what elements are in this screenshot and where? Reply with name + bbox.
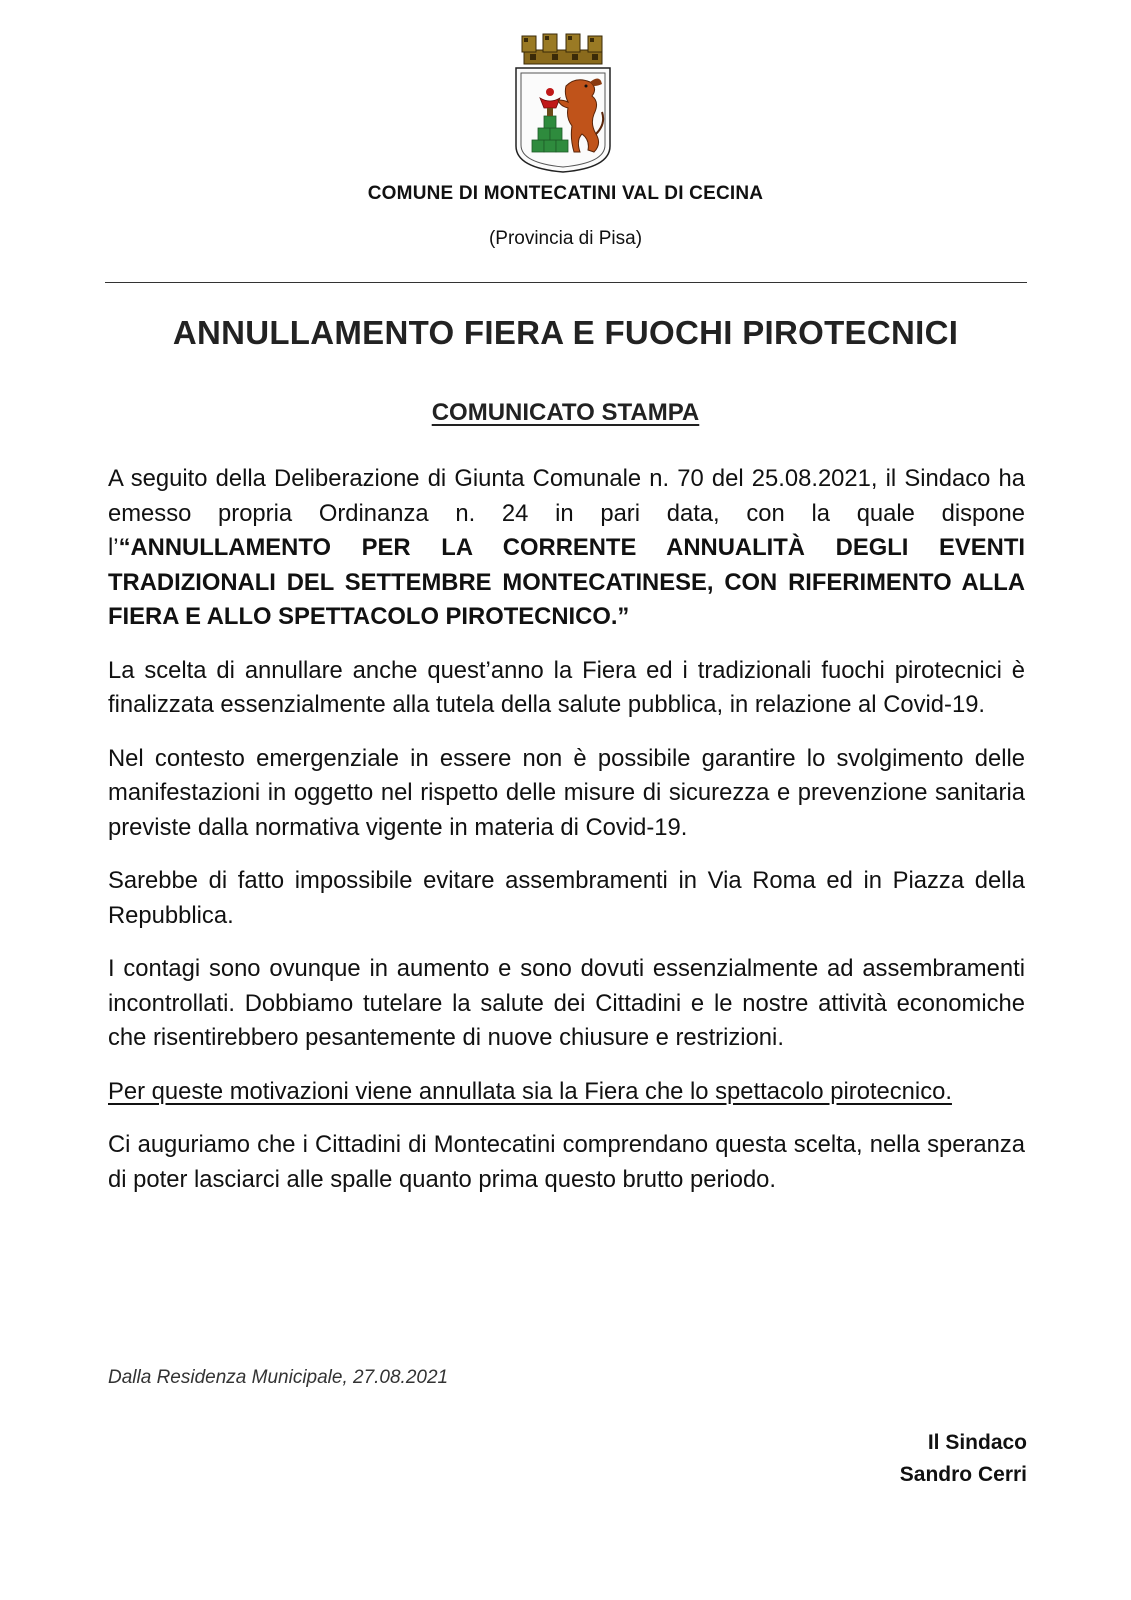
- signature-role: Il Sindaco: [927, 1431, 1027, 1454]
- header-divider: [105, 282, 1027, 283]
- dateline: Dalla Residenza Municipale, 27.08.2021: [108, 1367, 449, 1388]
- paragraph-closing: Ci auguriamo che i Cittadini di Montecatini comprendano questa scelta, nella speranza di poter lasciarci alle spalle quanto prima questo brutto periodo.: [108, 1131, 1025, 1193]
- body-text: [108, 462, 1025, 1197]
- signature-block: [900, 1427, 1027, 1491]
- municipal-coat-of-arms-icon: [510, 28, 616, 174]
- paragraph-context: Nel contesto emergenziale in essere non è possibile garantire lo svolgimento delle manifestazioni in oggetto nel rispetto delle misure di sicurezza e prevenzione sanitaria previste dalla normativa vigente in materia di Covid-19.: [108, 744, 1025, 841]
- paragraph-ordinance-lead: A seguito della Deliberazione di Giunta Comunale n. 70 del 25.08.2021, il Sindaco ha emesso propria Ordinanza n. 24 in pari data, con la quale dispone l’: [108, 465, 1025, 561]
- paragraph-reason: La scelta di annullare anche quest’anno la Fiera ed i tradizionali fuochi pirotecnici è finalizzata essenzialmente alla tutela della salute pubblica, in relazione al Covid-19.: [108, 656, 1025, 718]
- page-subtitle: COMUNICATO STAMPA: [431, 399, 700, 426]
- province-name: (Provincia di Pisa): [488, 228, 643, 249]
- paragraph-gatherings: Sarebbe di fatto impossibile evitare assembramenti in Via Roma ed in Piazza della Repubblica.: [108, 867, 1025, 929]
- municipality-name: COMUNE DI MONTECATINI VAL DI CECINA: [367, 183, 764, 204]
- mural-crown-icon: [522, 34, 602, 64]
- paragraph-ordinance: [108, 462, 1025, 635]
- paragraph-decision: Per queste motivazioni viene annullata sia la Fiera che lo spettacolo pirotecnico.: [108, 1077, 952, 1105]
- page-title: ANNULLAMENTO FIERA E FUOCHI PIROTECNICI: [172, 314, 959, 351]
- paragraph-contagion: I contagi sono ovunque in aumento e sono dovuti essenzialmente ad assembramenti incontrollati. Dobbiamo tutelare la salute dei Cittadini e le nostre attività economiche che risentirebbero pesantemente di nuove chiusure e restrizioni.: [108, 955, 1025, 1051]
- paragraph-ordinance-quote: “ANNULLAMENTO PER LA CORRENTE ANNUALITÀ DEGLI EVENTI TRADIZIONALI DEL SETTEMBRE MONTECATINESE, CON RIFERIMENTO ALLA FIERA E ALLO SPETTACOLO PIROTECNICO.”: [108, 534, 1025, 630]
- signature-name: Sandro Cerri: [899, 1463, 1027, 1486]
